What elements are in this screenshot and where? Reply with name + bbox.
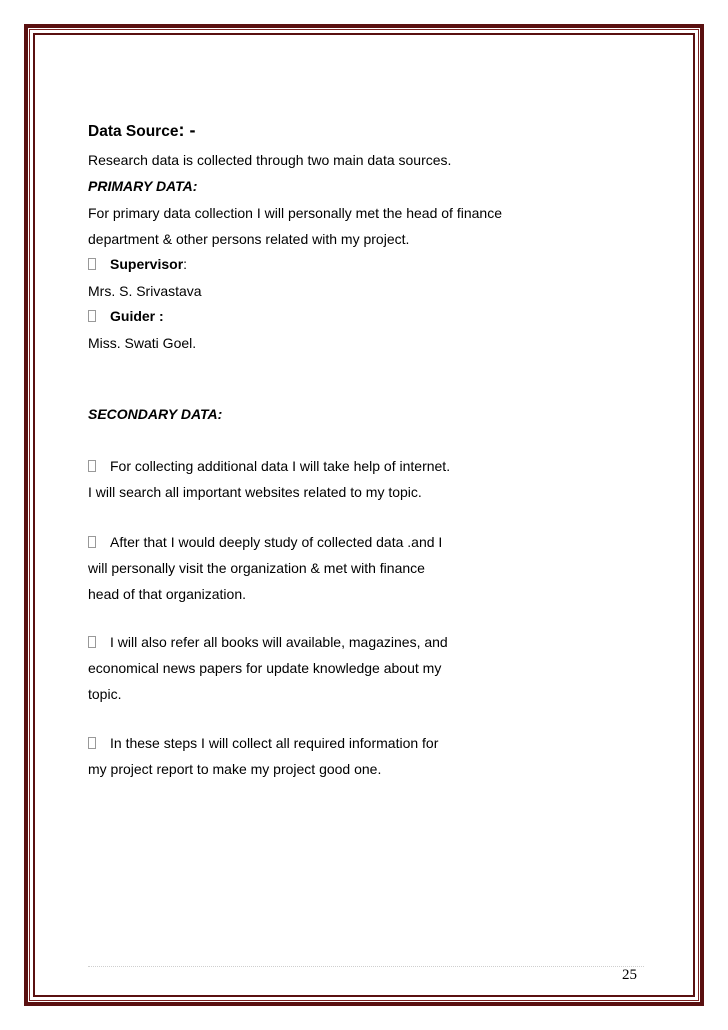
bullet-icon bbox=[88, 460, 96, 472]
bullet-icon bbox=[88, 258, 96, 270]
secondary-item-1-line-2: I will search all important websites related to my topic. bbox=[88, 484, 422, 500]
secondary-item-3-line-1 bbox=[88, 634, 448, 650]
data-source-heading-colon: : - bbox=[178, 120, 196, 140]
secondary-item-2-line-1 bbox=[88, 534, 442, 550]
data-source-heading-text: Data Source bbox=[88, 123, 179, 140]
bullet-icon bbox=[88, 636, 96, 648]
intro-text: Research data is collected through two main data sources. bbox=[88, 152, 452, 168]
footer-divider bbox=[88, 966, 644, 967]
secondary-item-4-text-1: In these steps I will collect all required information for bbox=[110, 735, 439, 751]
secondary-item-2-line-3: head of that organization. bbox=[88, 586, 247, 602]
page-number: 25 bbox=[622, 967, 637, 983]
secondary-item-1-line-1 bbox=[88, 458, 450, 474]
secondary-item-3-text-1: I will also refer all books will available, magazines, and bbox=[110, 634, 448, 650]
bullet-icon bbox=[88, 536, 96, 548]
supervisor-colon: : bbox=[183, 256, 188, 272]
secondary-item-3-line-2: economical news papers for update knowledge about my bbox=[88, 660, 442, 676]
guider-bullet bbox=[88, 308, 164, 324]
supervisor-name: Mrs. S. Srivastava bbox=[88, 283, 202, 299]
guider-name: Miss. Swati Goel. bbox=[88, 335, 197, 351]
secondary-data-heading: SECONDARY DATA: bbox=[88, 406, 223, 422]
secondary-item-4-line-1 bbox=[88, 735, 438, 751]
secondary-item-1-text-1: For collecting additional data I will take help of internet. bbox=[110, 458, 451, 474]
secondary-item-3-line-3: topic. bbox=[88, 686, 122, 702]
data-source-heading bbox=[88, 120, 195, 141]
bullet-icon bbox=[88, 737, 96, 749]
primary-paragraph-line-1: For primary data collection I will personally met the head of finance bbox=[88, 205, 502, 221]
primary-data-heading: PRIMARY DATA: bbox=[88, 178, 198, 194]
supervisor-bullet bbox=[88, 256, 187, 272]
secondary-item-2-line-2: will personally visit the organization & met with finance bbox=[88, 560, 425, 576]
supervisor-label: Supervisor bbox=[110, 256, 184, 272]
bullet-icon bbox=[88, 310, 96, 322]
guider-label: Guider : bbox=[110, 308, 164, 324]
secondary-item-4-line-2: my project report to make my project good one. bbox=[88, 761, 382, 777]
secondary-item-2-text-1: After that I would deeply study of collected data .and I bbox=[110, 534, 443, 550]
primary-paragraph-line-2: department & other persons related with my project. bbox=[88, 231, 410, 247]
